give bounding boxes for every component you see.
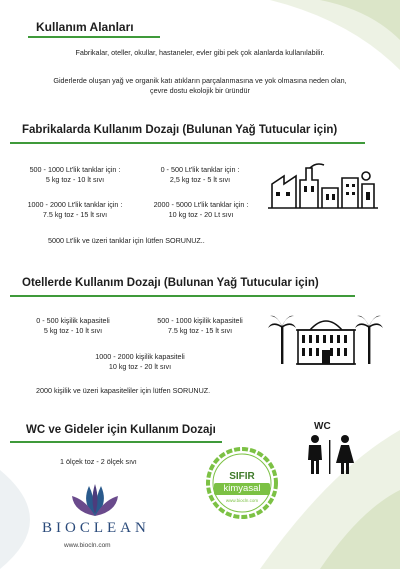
factory-dose-2 — [140, 165, 260, 185]
hotel-dose-1-line1: 0 - 500 kişilik kapasiteli — [36, 316, 110, 325]
factory-dose-4 — [138, 200, 264, 220]
hotel-dose-2-line1: 500 - 1000 kişilik kapasiteli — [157, 316, 243, 325]
factory-dose-1-line1: 500 - 1000 Lt'lik tanklar için : — [29, 165, 121, 174]
usage-line-2b: çevre dostu ekolojik bir üründür — [150, 86, 250, 95]
badge-ribbon-text: kimyasal — [223, 483, 261, 494]
factory-dose-3-line2: 7.5 kg toz - 15 lt sıvı — [42, 210, 108, 219]
factory-dose-4-line2: 10 kg toz - 20 Lt sıvı — [168, 210, 234, 219]
usage-line-2a: Giderlerde oluşan yağ ve organik katı atıkların parçalanmasına ve yok olmasına neden olan, — [53, 76, 347, 85]
factory-dose-1-line2: 5 kg toz - 10 lt sıvı — [45, 175, 105, 184]
factory-note: 5000 Lt'lik ve üzeri tanklar için lütfen SORUNUZ.. — [48, 236, 205, 245]
hotel-dose-3-line1: 1000 - 2000 kişilik kapasiteli — [95, 352, 185, 361]
factory-dose-4-line1: 2000 - 5000 Lt'lik tanklar için : — [153, 200, 249, 209]
hotel-title: Otellerde Kullanım Dozajı (Bulunan Yağ Tutucular için) — [22, 277, 319, 289]
hotel-dose-2-line2: 7.5 kg toz - 15 lt sıvı — [167, 326, 233, 335]
bioclean-logo — [72, 482, 118, 518]
wc-icon-label: WC — [314, 421, 331, 432]
wc-dose: 1 ölçek toz - 2 ölçek sıvı — [60, 457, 137, 466]
factory-dose-1 — [10, 165, 140, 185]
factory-icon — [266, 162, 380, 212]
hotel-dose-3 — [70, 352, 210, 372]
brand-url: www.biocln.com — [64, 542, 111, 549]
hotel-icon — [268, 310, 384, 366]
brand-name: BIOCLEAN — [42, 520, 150, 536]
wc-icon — [300, 434, 360, 474]
factory-dose-2-line1: 0 - 500 Lt'lik tanklar için : — [160, 165, 240, 174]
hotel-dose-3-line2: 10 kg toz - 20 lt sıvı — [108, 362, 172, 371]
wc-title: WC ve Gideler için Kullanım Dozajı — [26, 424, 216, 436]
badge-line1: SIFIR — [229, 471, 255, 482]
usage-line-1: Fabrikalar, oteller, okullar, hastaneler, evler gibi pek çok alanlarda kullanılabilir. — [75, 48, 325, 57]
wc-title-underline — [10, 441, 222, 443]
factory-title: Fabrikalarda Kullanım Dozajı (Bulunan Yağ Tutucular için) — [22, 124, 338, 136]
hotel-dose-1-line2: 5 kg toz - 10 lt sıvı — [43, 326, 103, 335]
usage-title-underline — [28, 36, 160, 38]
factory-dose-3-line1: 1000 - 2000 Lt'lik tanklar için : — [27, 200, 123, 209]
usage-title: Kullanım Alanları — [36, 20, 134, 34]
factory-dose-2-line2: 2,5 kg toz - 5 lt sıvı — [169, 175, 231, 184]
hotel-title-underline — [10, 295, 355, 297]
palm-tree-icon — [268, 316, 296, 364]
hotel-dose-1 — [18, 316, 128, 336]
badge-small-text: www.biocln.com — [225, 498, 259, 503]
hotel-note: 2000 kişilik ve üzeri kapasiteliler için lütfen SORUNUZ. — [36, 386, 211, 395]
hotel-dose-2 — [140, 316, 260, 336]
factory-title-underline — [10, 142, 365, 144]
factory-dose-3 — [10, 200, 140, 220]
